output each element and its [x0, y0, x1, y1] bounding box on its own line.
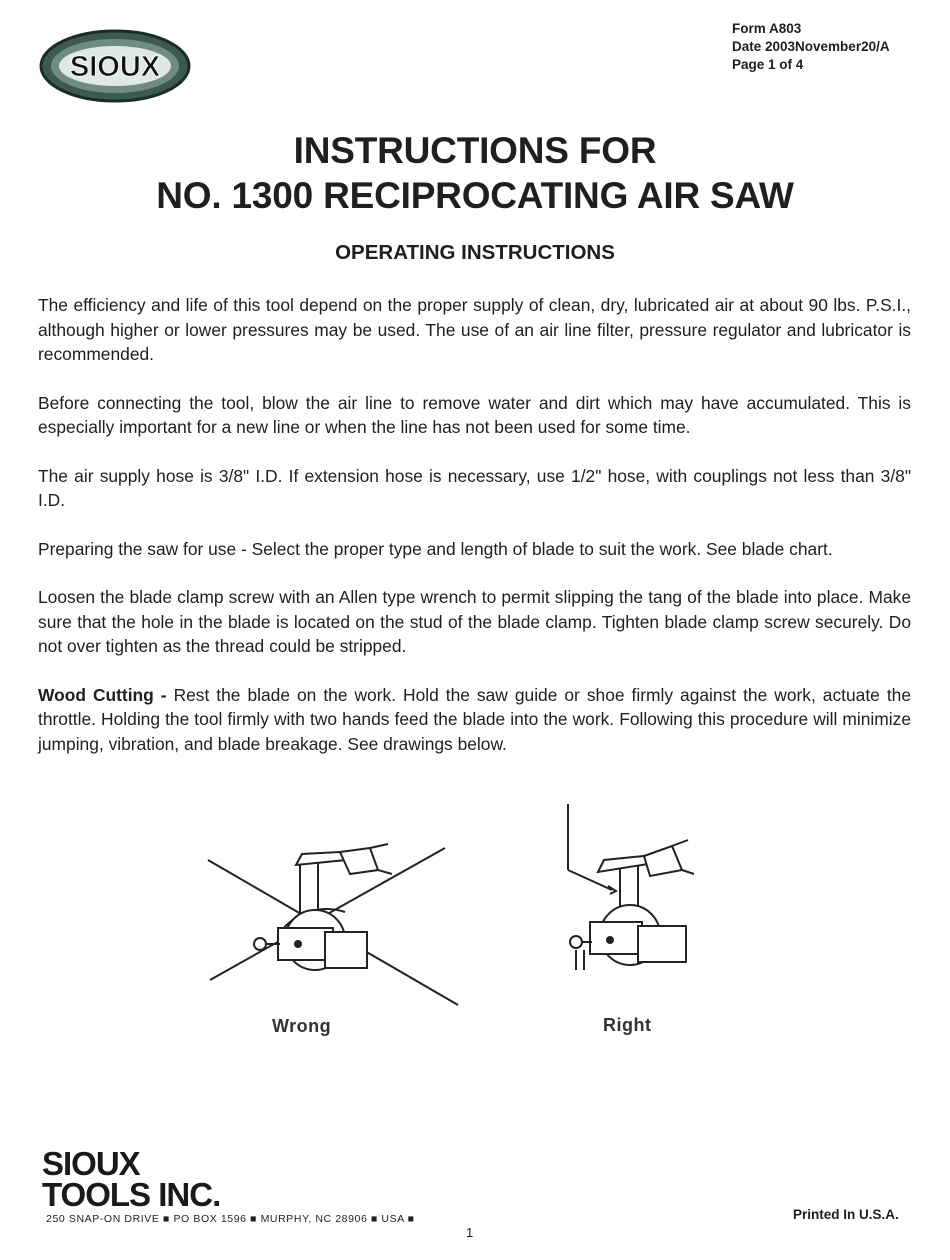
form-number: Form A803 — [732, 21, 802, 36]
wrong-saw-drawing — [200, 840, 470, 1020]
wood-cutting-label: Wood Cutting - — [38, 684, 167, 705]
page-indicator: Page 1 of 4 — [732, 57, 804, 72]
title-line-2: NO. 1300 RECIPROCATING AIR SAW — [156, 175, 794, 216]
sioux-logo — [38, 28, 192, 104]
wrong-label: Wrong — [272, 1016, 332, 1036]
paragraph-air-line: Before connecting the tool, blow the air line to remove water and dirt which may have accumulated. This is especially important for a new line or when the line has not been used for some time. — [38, 392, 911, 437]
form-date: Date 2003November20/A — [732, 39, 890, 54]
paragraph-blade-clamp: Loosen the blade clamp screw with an Allen type wrench to permit slipping the tang of the blade into place. Make sure that the hole in the blade is located on the stud of the blade clamp. Tighten blade clamp screw securely. Do not over tighten as the thread could be stripped. — [38, 587, 911, 656]
right-saw-drawing — [560, 800, 720, 1000]
right-label: Right — [603, 1015, 652, 1035]
company-address: 250 SNAP-ON DRIVE ■ PO BOX 1596 ■ MURPHY, NC 28906 ■ USA ■ — [46, 1213, 415, 1225]
title-line-1: INSTRUCTIONS FOR — [293, 130, 657, 171]
company-logo — [42, 1145, 221, 1213]
instructions-body — [38, 293, 911, 780]
paragraph-air-supply: The efficiency and life of this tool depend on the proper supply of clean, dry, lubricated air at about 90 lbs. P.S.I., although higher or lower pressures may be used. The use of an air line filter, pressure regulator and lubricator is recommended. — [38, 295, 911, 364]
page-title — [0, 128, 950, 218]
logo-text: SIOUX — [69, 51, 161, 83]
company-name-line-1: SIOUX — [42, 1145, 140, 1182]
wood-cutting-text: Rest the blade on the work. Hold the saw guide or shoe firmly against the work, actuate the throttle. Holding the tool firmly with two hands feed the blade into the work. Following this procedure will minimize jumping, vibration, and blade breakage. See drawings below. — [38, 684, 912, 754]
paragraph-preparing: Preparing the saw for use - Select the proper type and length of blade to suit the work. See blade chart. — [38, 538, 833, 559]
company-name-line-2: TOOLS INC. — [42, 1176, 221, 1213]
paragraph-hose: The air supply hose is 3/8" I.D. If extension hose is necessary, use 1/2" hose, with couplings not less than 3/8" I.D. — [38, 465, 911, 510]
paragraph-wood-cutting — [38, 683, 911, 757]
page-number: 1 — [466, 1225, 474, 1240]
form-meta — [732, 20, 890, 74]
section-heading: OPERATING INSTRUCTIONS — [335, 241, 615, 264]
printed-in-usa: Printed In U.S.A. — [793, 1207, 899, 1222]
